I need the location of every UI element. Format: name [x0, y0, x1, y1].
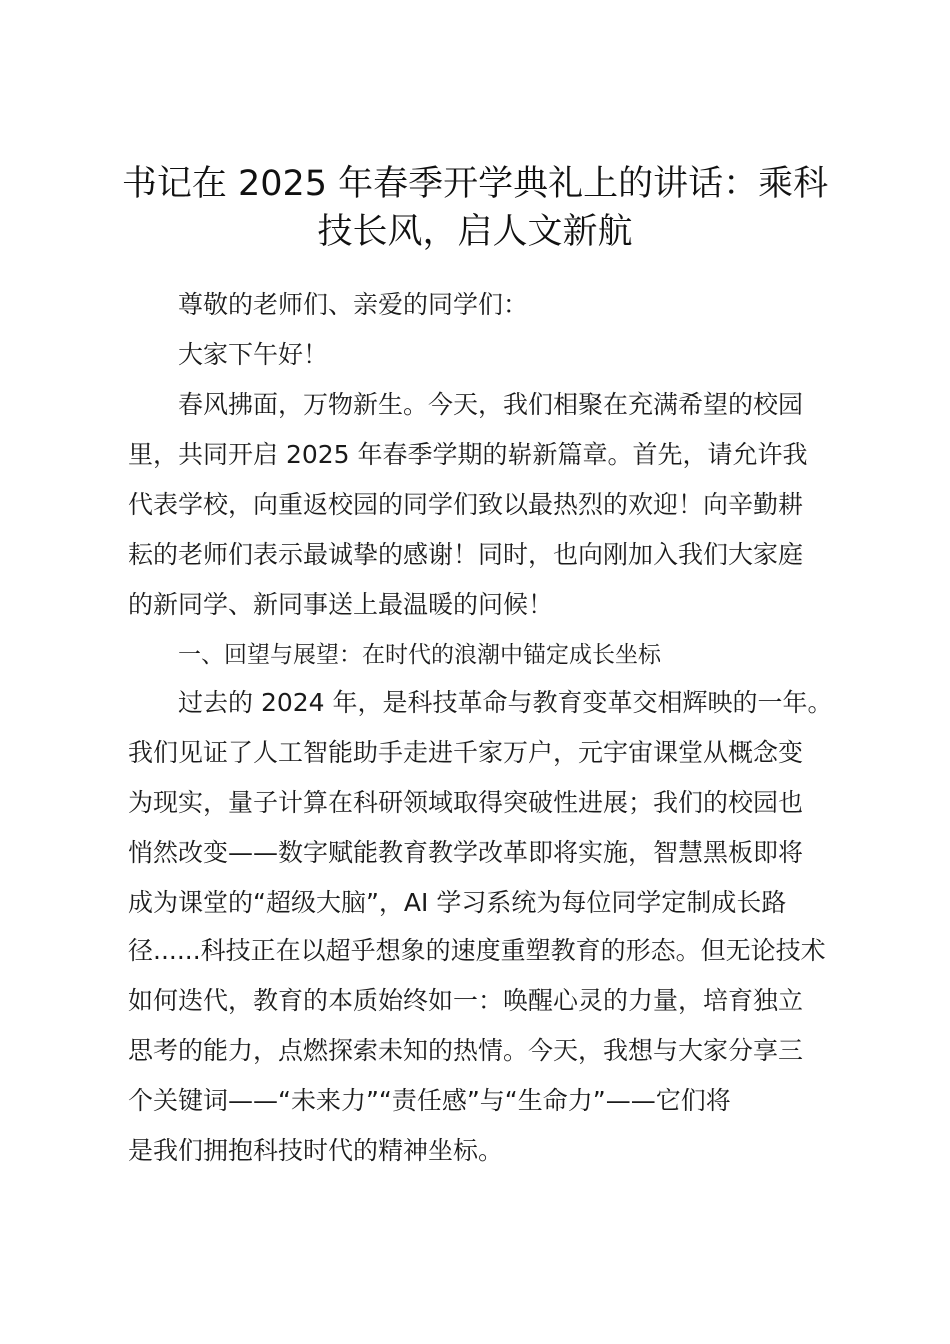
paragraph-1-line: 的新同学、新同事送上最温暖的问候！	[128, 590, 554, 619]
paragraph-1-line: 春风拂面，万物新生。今天，我们相聚在充满希望的校园	[178, 390, 804, 419]
paragraph-2-line: 悄然改变——数字赋能教育教学改革即将实施，智慧黑板即将	[128, 838, 804, 867]
paragraph-1-line: 代表学校，向重返校园的同学们致以最热烈的欢迎！向辛勤耕	[128, 490, 804, 519]
greeting: 大家下午好！	[178, 340, 329, 369]
paragraph-2-line: 思考的能力，点燃探索未知的热情。今天，我想与大家分享三	[128, 1036, 804, 1065]
paragraph-2-line: 是我们拥抱科技时代的精神坐标。	[128, 1136, 504, 1165]
salutation: 尊敬的老师们、亲爱的同学们：	[178, 290, 529, 319]
title-line-1: 书记在 2025 年春季开学典礼上的讲话：乘科	[121, 164, 829, 204]
paragraph-2-line: 个关键词——“未来力”“责任感”与“生命力”——它们将	[128, 1086, 731, 1115]
paragraph-2-line: 成为课堂的“超级大脑”，AI 学习系统为每位同学定制成长路	[128, 888, 787, 917]
document-title	[110, 160, 840, 256]
paragraph-1-line: 耘的老师们表示最诚挚的感谢！同时，也向刚加入我们大家庭	[128, 540, 804, 569]
paragraph-1-line: 里，共同开启 2025 年春季学期的崭新篇章。首先，请允许我	[128, 440, 808, 469]
title-line-2: 技长风，启人文新航	[317, 212, 633, 252]
section-heading: 一、回望与展望：在时代的浪潮中锚定成长坐标	[178, 642, 661, 668]
paragraph-2-line: 径......科技正在以超乎想象的速度重塑教育的形态。但无论技术	[128, 936, 826, 965]
paragraph-2-line: 为现实，量子计算在科研领域取得突破性进展；我们的校园也	[128, 788, 804, 817]
paragraph-2-line: 我们见证了人工智能助手走进千家万户，元宇宙课堂从概念变	[128, 738, 804, 767]
paragraph-2-line: 如何迭代，教育的本质始终如一：唤醒心灵的力量，培育独立	[128, 986, 804, 1015]
paragraph-2-line: 过去的 2024 年，是科技革命与教育变革交相辉映的一年。	[178, 688, 833, 717]
